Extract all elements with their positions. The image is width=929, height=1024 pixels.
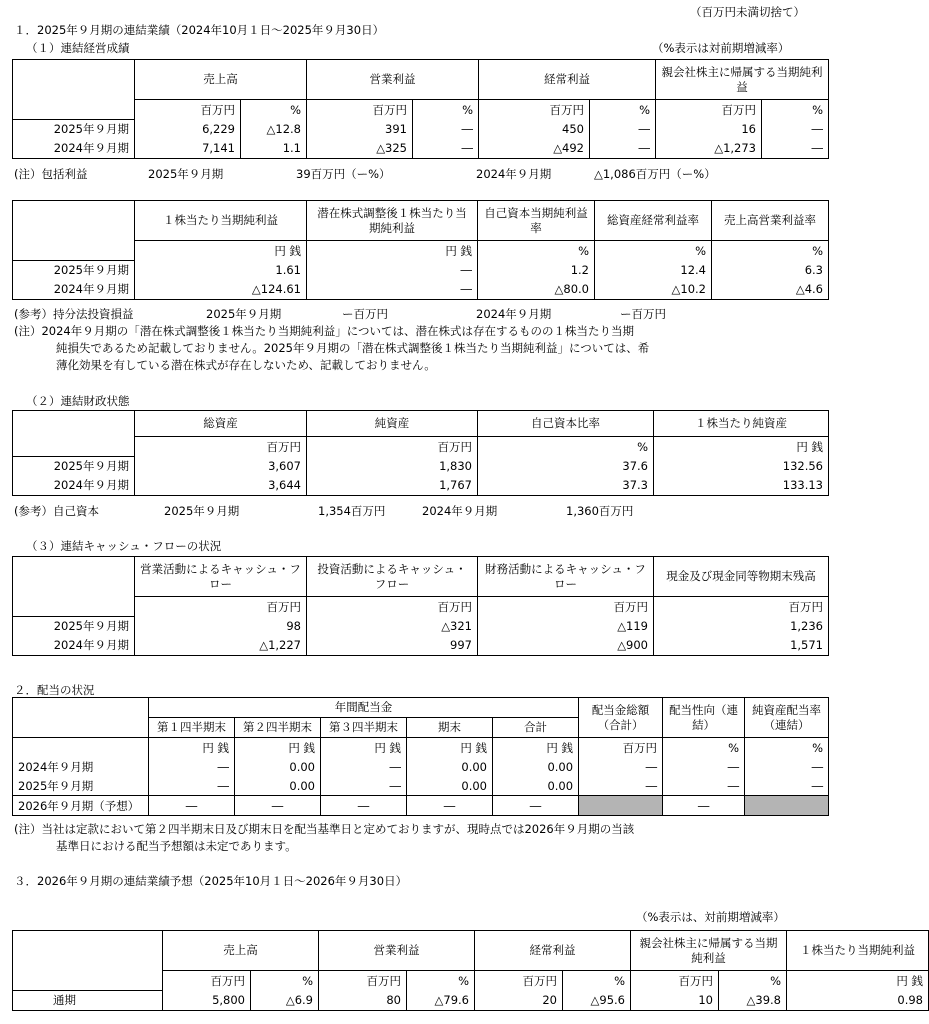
- value-cell: ―: [663, 796, 745, 816]
- col-header: 売上高: [163, 931, 319, 971]
- unit-cell: 百万円: [475, 971, 563, 991]
- corner-cell: [13, 557, 135, 617]
- corner-cell: [13, 698, 149, 738]
- table-row: [13, 796, 829, 816]
- value-cell: △4.6: [712, 280, 829, 300]
- equity-year: 2024年９月期: [422, 504, 498, 518]
- value-cell: 12.4: [595, 260, 712, 280]
- value-cell: △95.6: [563, 990, 631, 1010]
- equity-value: 1,354百万円: [318, 504, 386, 518]
- unit-cell: %: [478, 437, 654, 457]
- value-cell: 391: [307, 119, 413, 139]
- value-cell: ―: [663, 757, 745, 776]
- note-line: 薄化効果を有している潜在株式が存在しないため、記載しておりません。: [56, 358, 436, 372]
- row-label: 2025年９月期: [13, 456, 135, 476]
- unit-cell: 百万円: [631, 971, 719, 991]
- value-cell: △10.2: [595, 280, 712, 300]
- section1-title: １．2025年９月期の連結業績（2024年10月１日～2025年９月30日）: [14, 23, 385, 37]
- value-cell: ―: [493, 796, 579, 816]
- col-header: 潜在株式調整後１株当たり当期純利益: [307, 201, 478, 241]
- value-cell: △492: [479, 139, 590, 159]
- value-cell: 3,607: [135, 456, 307, 476]
- value-cell: △6.9: [251, 990, 319, 1010]
- value-cell: 37.6: [478, 456, 654, 476]
- value-cell: 1.1: [241, 139, 307, 159]
- equity-year: 2025年９月期: [164, 504, 240, 518]
- value-cell: 0.00: [407, 757, 493, 776]
- table-row: [13, 280, 829, 300]
- unit-cell: %: [590, 100, 656, 120]
- unit-cell: 百万円: [135, 100, 241, 120]
- value-cell: 0.00: [235, 757, 321, 776]
- dividend-note: [14, 821, 634, 855]
- row-label: 2026年９月期（予想）: [13, 796, 149, 816]
- value-cell: ―: [321, 757, 407, 776]
- unit-cell: %: [762, 100, 829, 120]
- note-line: (注）当社は定款において第２四半期末日及び期末日を配当基準日と定めておりますが、現時点では2026年９月期の当該: [14, 822, 635, 836]
- value-cell: 1,767: [307, 476, 478, 496]
- dividend-table: [12, 697, 829, 816]
- value-cell: 132.56: [654, 456, 829, 476]
- value-cell: 0.00: [407, 776, 493, 796]
- value-cell: 7,141: [135, 139, 241, 159]
- value-cell: 450: [479, 119, 590, 139]
- col-header: １株当たり純資産: [654, 411, 829, 437]
- cash-flow-table: [12, 556, 829, 656]
- value-cell: 6,229: [135, 119, 241, 139]
- value-cell: 10: [631, 990, 719, 1010]
- unit-cell: 円 銭: [235, 738, 321, 758]
- col-header: 営業活動によるキャッシュ・フロー: [135, 557, 307, 597]
- col-header: 財務活動によるキャッシュ・フロー: [478, 557, 654, 597]
- unit-cell: 百万円: [579, 738, 663, 758]
- col-header: 総資産経常利益率: [595, 201, 712, 241]
- col-header: 親会社株主に帰属する当期純利益: [631, 931, 787, 971]
- value-cell: △325: [307, 139, 413, 159]
- unit-cell: %: [595, 241, 712, 261]
- unit-cell: 百万円: [319, 971, 407, 991]
- value-cell: 80: [319, 990, 407, 1010]
- table-row: [13, 990, 929, 1010]
- unit-cell: %: [712, 241, 829, 261]
- value-cell: 1,571: [654, 636, 829, 656]
- value-cell: ―: [762, 119, 829, 139]
- row-label: 2024年９月期: [13, 476, 135, 496]
- unit-cell: %: [251, 971, 319, 991]
- equity-label: (参考）自己資本: [14, 504, 99, 518]
- row-label: 2025年９月期: [13, 616, 135, 636]
- col-header: 純資産: [307, 411, 478, 437]
- unit-cell: 円 銭: [135, 241, 307, 261]
- forecast-table: [12, 930, 929, 1011]
- section3-title: ３．2026年９月期の連結業績予想（2025年10月１日～2026年９月30日）: [14, 874, 408, 888]
- unit-cell: %: [407, 971, 475, 991]
- value-cell: 1.61: [135, 260, 307, 280]
- unit-cell: 円 銭: [407, 738, 493, 758]
- col-header: 売上高: [135, 60, 307, 100]
- value-cell: 133.13: [654, 476, 829, 496]
- col-header: 現金及び現金同等物期末残高: [654, 557, 829, 597]
- col-header: 純資産配当率（連結）: [745, 698, 829, 738]
- row-label: 2024年９月期: [13, 757, 149, 776]
- value-cell: ―: [413, 119, 479, 139]
- shaded-cell: [579, 796, 663, 816]
- unit-cell: 円 銭: [307, 241, 478, 261]
- value-cell: ―: [307, 260, 478, 280]
- unit-cell: 百万円: [135, 597, 307, 617]
- value-cell: 1.2: [478, 260, 595, 280]
- col-header: １株当たり当期純利益: [787, 931, 929, 971]
- equity-method-year: 2024年９月期: [476, 307, 552, 321]
- unit-cell: 百万円: [478, 597, 654, 617]
- value-cell: ―: [579, 757, 663, 776]
- corner-cell: [13, 201, 135, 261]
- table-row: [13, 757, 829, 776]
- table-row: [13, 616, 829, 636]
- corner-cell: [13, 931, 163, 991]
- unit-cell: 円 銭: [493, 738, 579, 758]
- col-header: 第３四半期末: [321, 718, 407, 738]
- comprehensive-income-label: (注）包括利益: [14, 167, 88, 181]
- value-cell: 1,830: [307, 456, 478, 476]
- value-cell: ―: [235, 796, 321, 816]
- col-header: 第２四半期末: [235, 718, 321, 738]
- value-cell: △900: [478, 636, 654, 656]
- value-cell: ―: [321, 776, 407, 796]
- equity-method-label: (参考）持分法投資損益: [14, 307, 134, 321]
- value-cell: ―: [590, 119, 656, 139]
- value-cell: 3,644: [135, 476, 307, 496]
- equity-method-year: 2025年９月期: [206, 307, 282, 321]
- unit-cell: %: [719, 971, 787, 991]
- comprehensive-income-year: 2024年９月期: [476, 167, 552, 181]
- table-row: [13, 260, 829, 280]
- section2-title: ２．配当の状況: [14, 683, 95, 697]
- unit-cell: %: [478, 241, 595, 261]
- unit-cell: %: [663, 738, 745, 758]
- group-header: 年間配当金: [149, 698, 579, 718]
- corner-cell: [13, 60, 135, 120]
- unit-cell: 百万円: [479, 100, 590, 120]
- note-line: 基準日における配当予想額は未定であります。: [56, 839, 297, 853]
- note-line: 純損失であるため記載しておりません。2025年９月期の「潜在株式調整後１株当たり当期純利益」については、希: [56, 341, 650, 355]
- value-cell: 20: [475, 990, 563, 1010]
- comprehensive-income-value: 39百万円（ー%）: [296, 167, 391, 181]
- value-cell: ―: [149, 796, 235, 816]
- per-share-table: [12, 200, 829, 300]
- comprehensive-income-year: 2025年９月期: [148, 167, 224, 181]
- unit-note: （百万円未満切捨て）: [690, 5, 805, 19]
- value-cell: ―: [413, 139, 479, 159]
- forecast-pct-note: （%表示は、対前期増減率）: [636, 910, 785, 924]
- value-cell: 0.00: [493, 757, 579, 776]
- table-row: [13, 139, 829, 159]
- value-cell: ―: [321, 796, 407, 816]
- value-cell: ―: [762, 139, 829, 159]
- table-row: [13, 776, 829, 796]
- unit-cell: 円 銭: [321, 738, 407, 758]
- value-cell: △12.8: [241, 119, 307, 139]
- col-header: １株当たり当期純利益: [135, 201, 307, 241]
- value-cell: 98: [135, 616, 307, 636]
- col-header: 期末: [407, 718, 493, 738]
- col-header: 親会社株主に帰属する当期純利益: [656, 60, 829, 100]
- row-label: 2024年９月期: [13, 139, 135, 159]
- unit-cell: 円 銭: [654, 437, 829, 457]
- value-cell: △80.0: [478, 280, 595, 300]
- unit-cell: 百万円: [135, 437, 307, 457]
- col-header: 経常利益: [475, 931, 631, 971]
- col-header: 経常利益: [479, 60, 656, 100]
- unit-cell: %: [745, 738, 829, 758]
- value-cell: 1,236: [654, 616, 829, 636]
- value-cell: △321: [307, 616, 478, 636]
- row-label: 2025年９月期: [13, 119, 135, 139]
- value-cell: 0.00: [493, 776, 579, 796]
- note-line: (注）2024年９月期の「潜在株式調整後１株当たり当期純利益」については、潜在株式は存在するものの１株当たり当期: [14, 324, 635, 338]
- row-label: 2025年９月期: [13, 776, 149, 796]
- unit-cell: 百万円: [307, 100, 413, 120]
- col-header: 自己資本比率: [478, 411, 654, 437]
- col-header: 合計: [493, 718, 579, 738]
- value-cell: △124.61: [135, 280, 307, 300]
- col-header: 営業利益: [319, 931, 475, 971]
- unit-cell: 百万円: [656, 100, 762, 120]
- value-cell: ―: [745, 776, 829, 796]
- value-cell: △1,227: [135, 636, 307, 656]
- equity-method-value: ー百万円: [620, 307, 666, 321]
- row-label: 2025年９月期: [13, 260, 135, 280]
- value-cell: 16: [656, 119, 762, 139]
- table-row: [13, 476, 829, 496]
- unit-cell: %: [563, 971, 631, 991]
- unit-cell: 百万円: [307, 597, 478, 617]
- value-cell: 6.3: [712, 260, 829, 280]
- unit-cell: %: [413, 100, 479, 120]
- table-row: [13, 119, 829, 139]
- unit-label-cell: [13, 738, 149, 758]
- value-cell: △39.8: [719, 990, 787, 1010]
- col-header: 配当性向（連結）: [663, 698, 745, 738]
- unit-cell: 百万円: [307, 437, 478, 457]
- corner-cell: [13, 411, 135, 457]
- unit-cell: 百万円: [654, 597, 829, 617]
- subsection-operating-results: （１）連結経営成績: [26, 41, 130, 55]
- subsection-financial-position: （２）連結財政状態: [26, 394, 130, 408]
- col-header: 自己資本当期純利益率: [478, 201, 595, 241]
- row-label: 通期: [13, 990, 163, 1010]
- value-cell: ―: [149, 757, 235, 776]
- row-label: 2024年９月期: [13, 280, 135, 300]
- table-row: [13, 636, 829, 656]
- value-cell: 0.98: [787, 990, 929, 1010]
- col-header: 配当金総額（合計）: [579, 698, 663, 738]
- unit-cell: %: [241, 100, 307, 120]
- col-header: 第１四半期末: [149, 718, 235, 738]
- equity-value: 1,360百万円: [566, 504, 634, 518]
- col-header: 総資産: [135, 411, 307, 437]
- row-label: 2024年９月期: [13, 636, 135, 656]
- subsection-cash-flows: （３）連結キャッシュ・フローの状況: [26, 539, 222, 553]
- col-header: 投資活動によるキャッシュ・フロー: [307, 557, 478, 597]
- value-cell: ―: [590, 139, 656, 159]
- value-cell: 997: [307, 636, 478, 656]
- value-cell: △1,273: [656, 139, 762, 159]
- value-cell: 5,800: [163, 990, 251, 1010]
- value-cell: ―: [745, 757, 829, 776]
- value-cell: ―: [579, 776, 663, 796]
- col-header: 売上高営業利益率: [712, 201, 829, 241]
- col-header: 営業利益: [307, 60, 479, 100]
- value-cell: △79.6: [407, 990, 475, 1010]
- value-cell: ―: [307, 280, 478, 300]
- operating-results-table: [12, 59, 829, 159]
- value-cell: △119: [478, 616, 654, 636]
- pct-note: （%表示は対前期増減率）: [652, 41, 790, 55]
- shaded-cell: [745, 796, 829, 816]
- value-cell: 37.3: [478, 476, 654, 496]
- diluted-eps-note: [14, 323, 649, 374]
- value-cell: ―: [407, 796, 493, 816]
- unit-cell: 円 銭: [787, 971, 929, 991]
- value-cell: ―: [663, 776, 745, 796]
- value-cell: 0.00: [235, 776, 321, 796]
- comprehensive-income-value: △1,086百万円（ー%）: [594, 167, 716, 181]
- table-row: [13, 456, 829, 476]
- financial-position-table: [12, 410, 829, 496]
- equity-method-value: ー百万円: [342, 307, 388, 321]
- value-cell: ―: [149, 776, 235, 796]
- unit-cell: 円 銭: [149, 738, 235, 758]
- unit-cell: 百万円: [163, 971, 251, 991]
